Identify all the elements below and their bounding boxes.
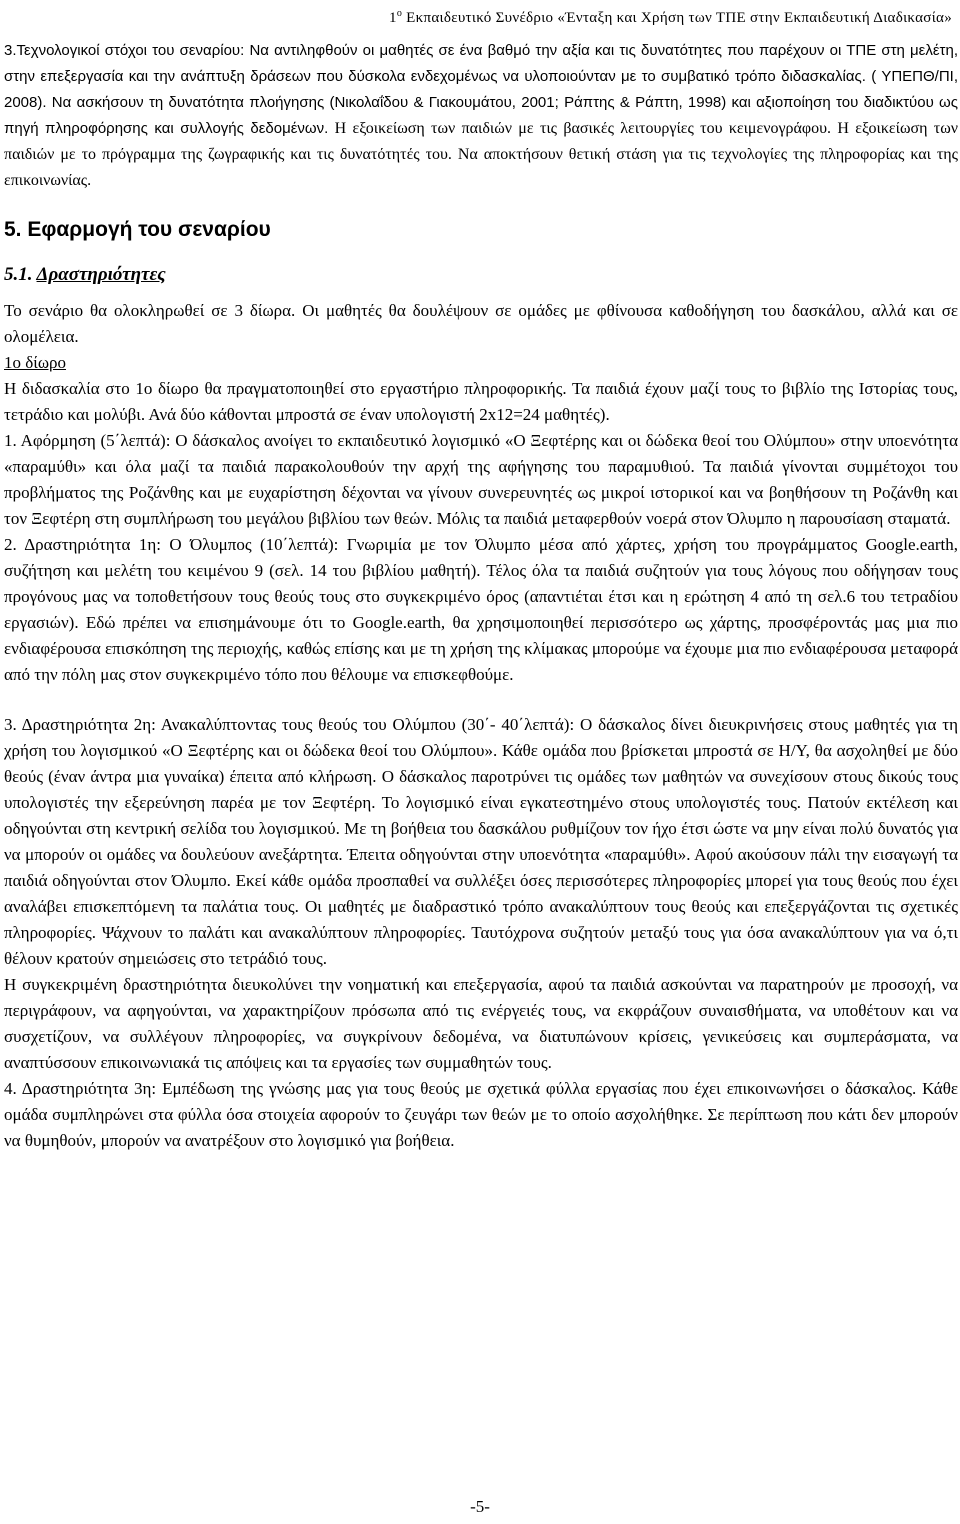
activity-4-paragraph: 4. Δραστηριότητα 3η: Εμπέδωση της γνώσης μας για τους θεούς με σχετικά φύλλα εργασίας που έχει επικοινωνήσει ο δάσκαλος. Κάθε ομάδα συμπληρώνει στα φύλλα όσα στοιχεία αφορούν το ζευγάρι των θεών με το οποίο ασχολήθηκε. Σε περίπτωση που κάτι δεν μπορούν να θυμηθούν, μπορούν να ανατρέξουν στο λογισμικό για βοήθεια. bbox=[4, 1079, 958, 1150]
technological-goals-paragraph bbox=[4, 38, 958, 194]
document-body bbox=[4, 38, 958, 1154]
header-ordinal: ο bbox=[396, 8, 403, 19]
subsection-number: 5.1. bbox=[4, 264, 37, 285]
subsection-heading bbox=[4, 262, 958, 288]
session-label: 1ο δίωρο bbox=[4, 353, 67, 372]
header-number: 1 bbox=[389, 10, 397, 26]
section-heading: 5. Εφαρμογή του σεναρίου bbox=[4, 218, 271, 241]
page-number: -5- bbox=[470, 1497, 490, 1516]
header-title: Εκπαιδευτικό Συνέδριο «Ένταξη και Χρήση των ΤΠΕ στην Εκπαιδευτική Διαδικασία» bbox=[402, 10, 952, 26]
activity-3-followup-paragraph: Η συγκεκριμένη δραστηριότητα διευκολύνει την νοηματική και επεξεργασία, αφού τα παιδιά ασκούνται να παρατηρούν με προσοχή, να περιγράφουν, να αφηγούνται, να χαρακτηρίζουν πρόσωπα από τις ενέργειές τους, να εκφράζουν συναισθήματα, να υποθέτουν και να συσχετίζουν, να συλλέγουν πληροφορίες, να συγκρίνουν δεδομένα, να διατυπώνουν κρίσεις, γενικεύσεις και συμπεράσματα, να αναπτύσσουν επικοινωνιακά τις απόψεις και τα εργασίες των συμμαθητών τους. bbox=[4, 975, 958, 1072]
activity-2-paragraph: 2. Δραστηριότητα 1η: Ο Όλυμπος (10΄λεπτά): Γνωριμία με τον Όλυμπο μέσα από χάρτες, χρήση του προγράμματος Google.earth, συζήτηση και μελέτη του κειμένου 9 (σελ. 14 του βιβλίου μαθητή). Τέλος όλα τα παιδιά συζητούν για τους λόγους που οδήγησαν τους προγόνους μας να τοποθετήσουν τους θεούς τους στο συγκεκριμένο όρος (απαντιέται έτσι και η ερώτηση 4 από τη σελ.6 του τετραδίου εργασιών). Εδώ πρέπει να επισημάνουμε ότι το Google.earth, θα χρησιμοποιηθεί περισσότερο ως χάρτης, προσφέροντάς μας μια πιο ενδιαφέρουσα επισκόπηση της περιοχής, καθώς επίσης και με τη χρήση της κλίμακας μπορούμε να έχουμε μια πιο ενδιαφέρουσα μεταφορά από την πόλη μας στον συγκεκριμένο τόπο που θέλουμε να επισκεφθούμε. bbox=[4, 535, 958, 684]
running-header bbox=[389, 8, 952, 27]
activity-1-paragraph: 1. Αφόρμηση (5΄λεπτά): Ο δάσκαλος ανοίγει το εκπαιδευτικό λογισμικό «Ο Ξεφτέρης και οι δώδεκα θεοί του Ολύμπου» στην υποενότητα «παραμύθι» και όλα μαζί τα παιδιά παρακολουθούν την αρχή της αφήγησης του παραμυθιού. Τα παιδιά γίνονται συμμέτοχοι του προβλήματος της Ροζάνθης και με ευχαρίστηση δέχονται να γίνουν συνερευνητές ως μικροί ιστορικοί και να βοηθήσουν τη Ροζάνθη και τον Ξεφτέρη στη συμπλήρωση του μεγάλου βιβλίου των θεών. Μόλις τα παιδιά μεταφερθούν νοερά στον Όλυμπο η παρουσίαση σταματά. bbox=[4, 431, 958, 528]
session-text: Η διδασκαλία στο 1ο δίωρο θα πραγματοποιηθεί στο εργαστήριο πληροφορικής. Τα παιδιά έχουν μαζί τους το βιβλίο της Ιστορίας τους, τετράδιο και μολύβι. Ανά δύο κάθονται μπροστά σε έναν υπολογιστή 2x12=24 μαθητές). bbox=[4, 379, 958, 424]
overview-paragraph: Το σενάριο θα ολοκληρωθεί σε 3 δίωρα. Οι μαθητές θα δουλέψουν σε ομάδες με φθίνουσα καθοδήγηση του δασκάλου, αλλά και σε ολομέλεια. bbox=[4, 301, 958, 346]
subsection-title: Δραστηριότητες bbox=[36, 264, 166, 285]
goals-tail-text: Η εξοικείωση των παιδιών με τις βασικές λειτουργίες του κειμενογράφου. Η εξοικείωση των παιδιών με το πρόγραμμα της ζωγραφικής και τις δυνατότητές του. Να αποκτήσουν θετική στάση για τις τεχνολογίες της πληροφορίας και της επικοινωνίας. bbox=[4, 120, 958, 189]
paragraph-gap bbox=[4, 688, 958, 712]
session-paragraph bbox=[4, 350, 958, 428]
goals-main-text: 3.Τεχνολογικοί στόχοι του σεναρίου: Να αντιληφθούν οι μαθητές σε ένα βαθμό την αξία και τις δυνατότητες που παρέχουν οι ΤΠΕ στη μελέτη, στην επεξεργασία και την ανάπτυξη δράσεων που δύσκολα ενδεχομένως να υλοποιούνταν με το συμβατικό τρόπο διδασκαλίας. ( ΥΠΕΠΘ/ΠΙ, 2008). Να ασκήσουν τη δυνατότητα πλοήγησης (Νικολαΐδου & Γιακουμάτου, 2001; Ράπτης & Ράπτη, 1998) και αξιοποίηση του διαδικτύου ως πηγή πληροφόρησης και συλλογής δεδομένων. bbox=[4, 42, 958, 137]
activity-3-paragraph: 3. Δραστηριότητα 2η: Ανακαλύπτοντας τους θεούς του Ολύμπου (30΄- 40΄λεπτά): Ο δάσκαλος δίνει διευκρινήσεις στους μαθητές για τη χρήση του λογισμικού «Ο Ξεφτέρης και οι δώδεκα θεοί του Ολύμπου». Κάθε ομάδα που βρίσκεται μπροστά σε Η/Υ, θα ασχοληθεί με δύο θεούς (έναν άντρα μια γυναίκα) έπειτα από κλήρωση. Ο δάσκαλος παροτρύνει τις ομάδες των μαθητών να συνεχίσουν στους δικούς τους υπολογιστές την εξερεύνηση παρέα με τον Ξεφτέρη. Το λογισμικό είναι εγκατεστημένο στους υπολογιστές τους. Πατούν εκτέλεση και οδηγούνται στη κεντρική σελίδα του λογισμικού. Με τη βοήθεια του δασκάλου ρυθμίζουν τον ήχο έτσι ώστε να μην είναι πολύ δυνατός για να μπορούν οι ομάδες να δουλεύουν ανεξάρτητα. Έπειτα οδηγούνται στην υποενότητα «παραμύθι». Αφού ακούσουν πάλι την εισαγωγή τα παιδιά οδηγούνται στον Όλυμπο. Εκεί κάθε ομάδα προσπαθεί να συλλέξει όσες περισσότερες πληροφορίες μπορεί για τους θεούς που έχει αναλάβει επισκεπτόμενη τα παλάτια τους. Οι μαθητές με διαδραστικό τρόπο ανακαλύπτουν τους θεούς και επεξεργάζονται τις σχετικές πληροφορίες. Ψάχνουν το παλάτι και ανακαλύπτουν πληροφορίες. Ταυτόχρονα συζητούν μεταξύ τους για όσα ανακαλύπτουν για να ό,τι θέλουν κρατούν σημειώσεις στο τετράδιό τους. bbox=[4, 715, 958, 968]
